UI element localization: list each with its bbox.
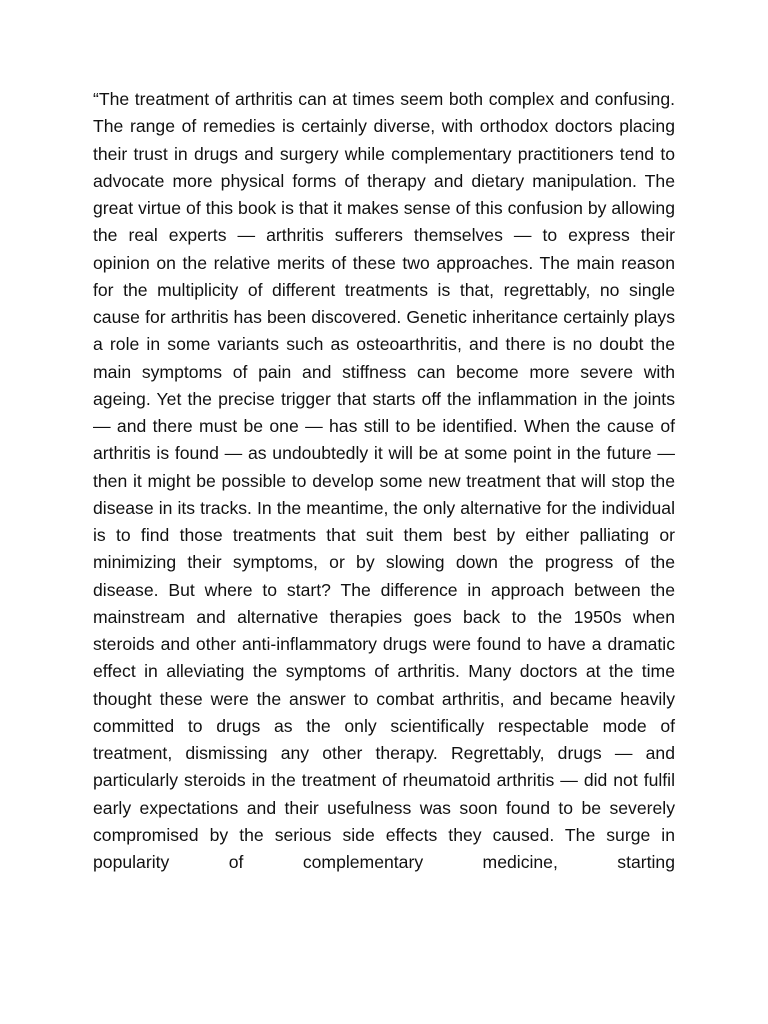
- body-paragraph: “The treatment of arthritis can at times seem both complex and confusing. The range of remedies is certainly diverse, with orthodox doctors placing their trust in drugs and surgery while complementary practitioners tend to advocate more physical forms of therapy and dietary manipulation. The great virtue of this book is that it makes sense of this confusion by allowing the real experts — arthritis sufferers themselves — to express their opinion on the relative merits of these two approaches. The main reason for the multiplicity of different treatments is that, regrettably, no single cause for arthritis has been discovered. Genetic inheritance certainly plays a role in some variants such as osteoarthritis, and there is no doubt the main symptoms of pain and stiffness can become more severe with ageing. Yet the precise trigger that starts off the inflammation in the joints — and there must be one — has still to be identified. When the cause of arthritis is found — as undoubtedly it will be at some point in the future — then it might be possible to develop some new treatment that will stop the disease in its tracks. In the meantime, the only alternative for the individual is to find those treatments that suit them best by either palliating or minimizing their symptoms, or by slowing down the progress of the disease. But where to start? The difference in approach between the mainstream and alternative therapies goes back to the 1950s when steroids and other anti-inflammatory drugs were found to have a dramatic effect in alleviating the symptoms of arthritis. Many doctors at the time thought these were the answer to combat arthritis, and became heavily committed to drugs as the only scientifically respectable mode of treatment, dismissing any other therapy. Regrettably, drugs — and particularly steroids in the treatment of rheumatoid arthritis — did not fulfil early expectations and their usefulness was soon found to be severely compromised by the serious side effects they caused. The surge in popularity of complementary medicine, starting: [93, 89, 675, 872]
